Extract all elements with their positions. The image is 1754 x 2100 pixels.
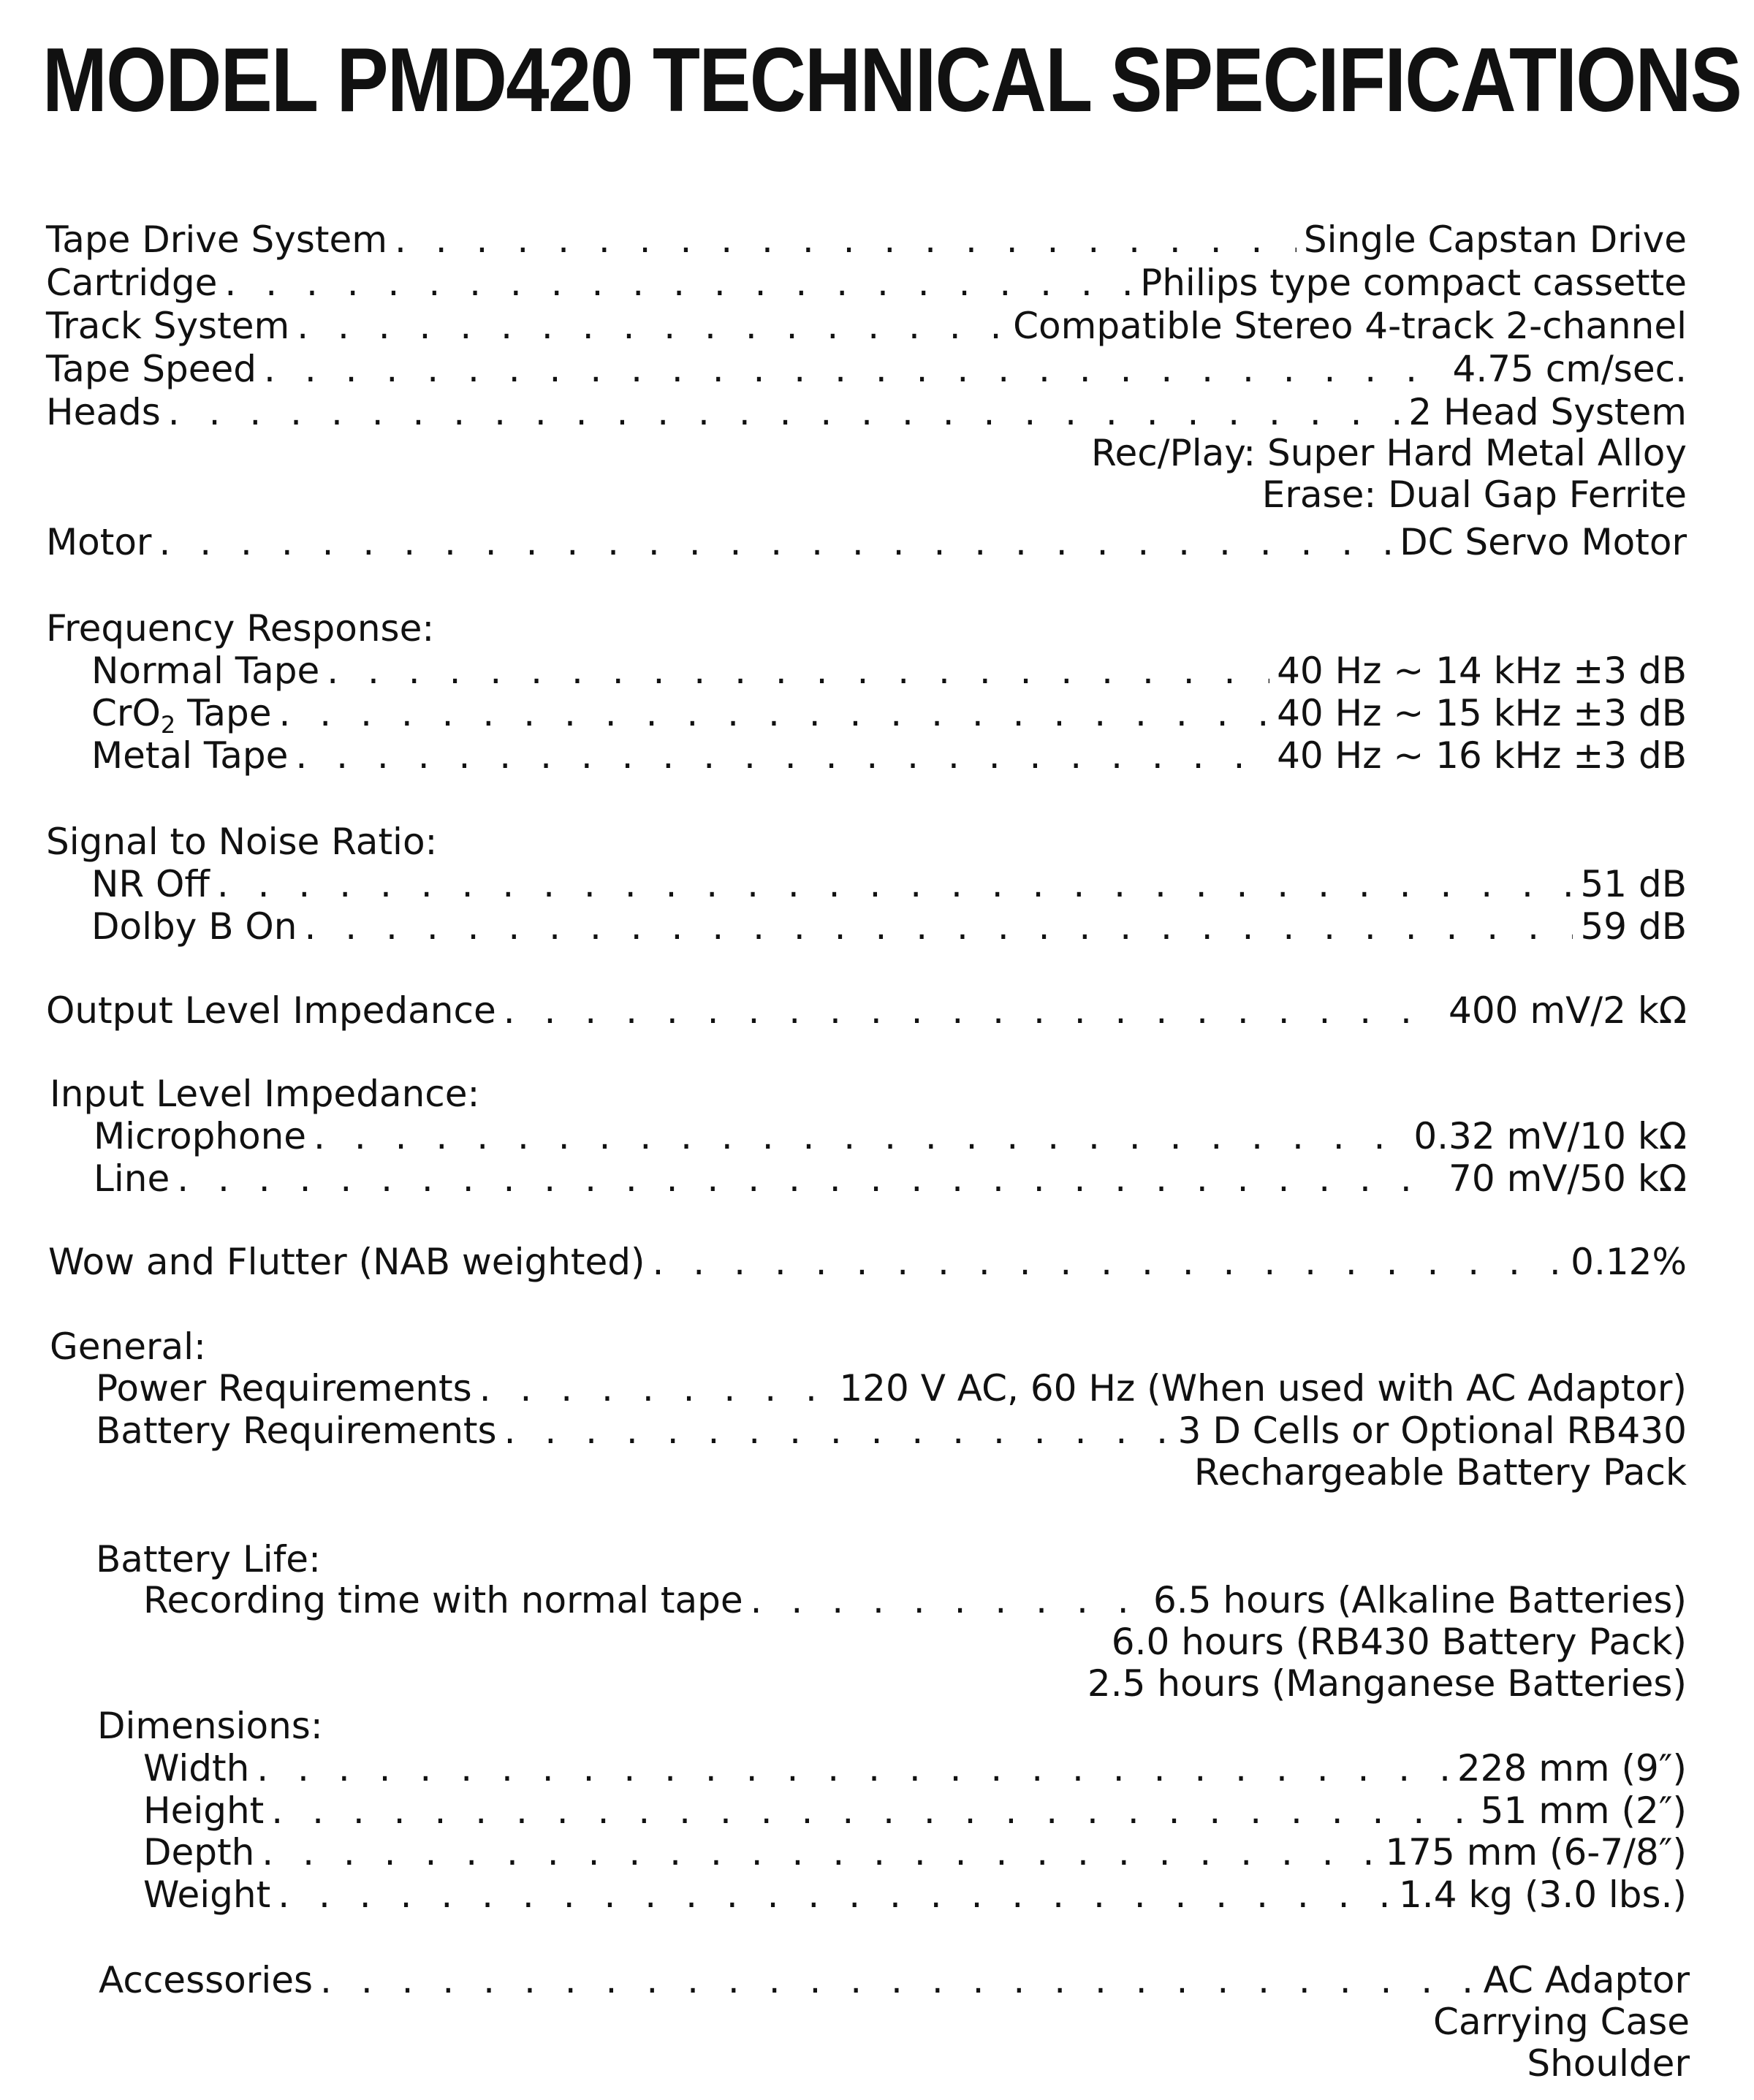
spec-row-heads	[46, 390, 1687, 434]
spec-row-depth	[143, 1830, 1687, 1874]
spec-value: 70 mV/50 kΩ	[1449, 1157, 1687, 1200]
spec-label: Heads	[46, 391, 161, 433]
spec-value: AC Adaptor	[1483, 1959, 1690, 2001]
spec-label: Wow and Flutter (NAB weighted)	[48, 1241, 645, 1283]
spec-row-wow-flutter	[48, 1240, 1687, 1284]
spec-value: Philips type compact cassette	[1140, 262, 1687, 304]
spec-value: 51 dB	[1580, 863, 1687, 905]
spec-row-motor	[46, 520, 1687, 564]
spec-row-line	[94, 1157, 1687, 1201]
leader-dots	[168, 390, 1401, 434]
leader-dots	[751, 1578, 1146, 1622]
spec-value: 3 D Cells or Optional RB430	[1177, 1409, 1687, 1452]
spec-label: Battery Requirements	[96, 1409, 497, 1452]
accessory-shoulder: Shoulder	[1527, 2042, 1690, 2085]
spec-label: Output Level Impedance	[46, 989, 496, 1032]
spec-label: Normal Tape	[91, 650, 320, 692]
spec-row-tape-drive	[46, 218, 1687, 262]
spec-row-power	[96, 1366, 1687, 1410]
spec-label: Accessories	[99, 1959, 314, 2001]
leader-dots	[479, 1366, 832, 1410]
spec-row-accessories	[99, 1958, 1690, 2002]
spec-value: 40 Hz ~ 15 kHz ±3 dB	[1277, 692, 1687, 734]
input-level-heading: Input Level Impedance:	[50, 1073, 480, 1115]
snr-heading: Signal to Noise Ratio:	[46, 821, 438, 863]
spec-label: Motor	[46, 521, 152, 563]
spec-row-nr-off	[91, 862, 1687, 906]
spec-label: NR Off	[91, 863, 210, 905]
battery-pack-line: Rechargeable Battery Pack	[1193, 1451, 1687, 1494]
leader-dots	[271, 1789, 1473, 1833]
spec-row-tape-speed	[46, 347, 1687, 391]
spec-value: DC Servo Motor	[1400, 521, 1687, 563]
leader-dots	[653, 1240, 1564, 1284]
spec-label: CrO$_2$ Tape	[91, 692, 272, 739]
spec-value: 0.32 mV/10 kΩ	[1413, 1115, 1687, 1157]
spec-row-metal-tape	[91, 734, 1687, 777]
spec-label: Weight	[143, 1873, 271, 1916]
spec-row-microphone	[94, 1114, 1687, 1158]
recording-manganese-line: 2.5 hours (Manganese Batteries)	[1087, 1662, 1687, 1705]
spec-value: Compatible Stereo 4-track 2-channel	[1013, 305, 1687, 347]
dimensions-heading: Dimensions:	[97, 1705, 323, 1747]
accessory-carrying-case: Carrying Case	[1433, 2001, 1690, 2043]
spec-row-output-level	[46, 989, 1687, 1032]
spec-value: 40 Hz ~ 14 kHz ±3 dB	[1277, 650, 1687, 692]
spec-label: Tape Speed	[46, 348, 257, 390]
spec-label: Recording time with normal tape	[143, 1579, 743, 1621]
spec-value: 400 mV/2 kΩ	[1449, 989, 1687, 1032]
leader-dots	[504, 989, 1441, 1032]
leader-dots	[279, 691, 1270, 735]
spec-value: 59 dB	[1580, 905, 1687, 948]
leader-dots	[320, 1958, 1476, 2002]
spec-label: Microphone	[94, 1115, 307, 1157]
battery-life-heading: Battery Life:	[96, 1538, 321, 1580]
leader-dots	[217, 862, 1573, 906]
spec-row-normal-tape	[91, 649, 1687, 693]
spec-value: 1.4 kg (3.0 lbs.)	[1399, 1873, 1687, 1916]
spec-label: Cartridge	[46, 262, 218, 304]
leader-dots	[264, 347, 1445, 391]
leader-dots	[304, 905, 1573, 948]
spec-row-width	[143, 1746, 1687, 1790]
leader-dots	[262, 1830, 1378, 1874]
spec-label: Track System	[46, 305, 290, 347]
leader-dots	[177, 1157, 1441, 1201]
leader-dots	[224, 261, 1133, 305]
heads-erase: Erase: Dual Gap Ferrite	[1261, 473, 1687, 516]
leader-dots	[297, 304, 1006, 348]
leader-dots	[327, 649, 1269, 693]
spec-label: Width	[143, 1747, 250, 1789]
page-title: MODEL PMD420 TECHNICAL SPECIFICATIONS	[42, 30, 1742, 131]
spec-row-battery	[96, 1409, 1687, 1453]
spec-row-weight	[143, 1873, 1687, 1917]
spec-value: 4.75 cm/sec.	[1452, 348, 1687, 390]
leader-dots	[314, 1114, 1406, 1158]
spec-label: Height	[143, 1789, 265, 1832]
spec-value: 228 mm (9″)	[1457, 1747, 1687, 1789]
spec-label: Depth	[143, 1831, 255, 1873]
recording-rb430-line: 6.0 hours (RB430 Battery Pack)	[1111, 1621, 1687, 1663]
spec-row-cartridge	[46, 261, 1687, 305]
spec-value: 175 mm (6-7/8″)	[1385, 1831, 1687, 1873]
spec-value: 51 mm (2″)	[1480, 1789, 1687, 1832]
frequency-response-heading: Frequency Response:	[46, 607, 435, 650]
spec-value: 2 Head System	[1408, 391, 1687, 433]
leader-dots	[395, 218, 1296, 262]
spec-value: 6.5 hours (Alkaline Batteries)	[1153, 1579, 1687, 1621]
spec-value: Single Capstan Drive	[1303, 218, 1687, 261]
leader-dots	[295, 734, 1269, 777]
heads-rec-play: Rec/Play: Super Hard Metal Alloy	[1091, 432, 1687, 474]
spec-value: 40 Hz ~ 16 kHz ±3 dB	[1277, 734, 1687, 777]
spec-row-track-system	[46, 304, 1687, 348]
spec-label: Line	[94, 1157, 170, 1200]
spec-row-dolby-b	[91, 905, 1687, 948]
leader-dots	[278, 1873, 1392, 1917]
spec-value: 120 V AC, 60 Hz (When used with AC Adaptor)	[839, 1367, 1687, 1409]
spec-value: 0.12%	[1571, 1241, 1687, 1283]
spec-label: Power Requirements	[96, 1367, 472, 1409]
spec-label: Metal Tape	[91, 734, 289, 777]
general-heading: General:	[50, 1325, 206, 1368]
leader-dots	[504, 1409, 1171, 1453]
spec-row-recording-time	[143, 1578, 1687, 1622]
leader-dots	[257, 1746, 1450, 1790]
leader-dots	[159, 520, 1392, 564]
spec-row-height	[143, 1789, 1687, 1833]
spec-label: Tape Drive System	[46, 218, 387, 261]
spec-label: Dolby B On	[91, 905, 297, 948]
